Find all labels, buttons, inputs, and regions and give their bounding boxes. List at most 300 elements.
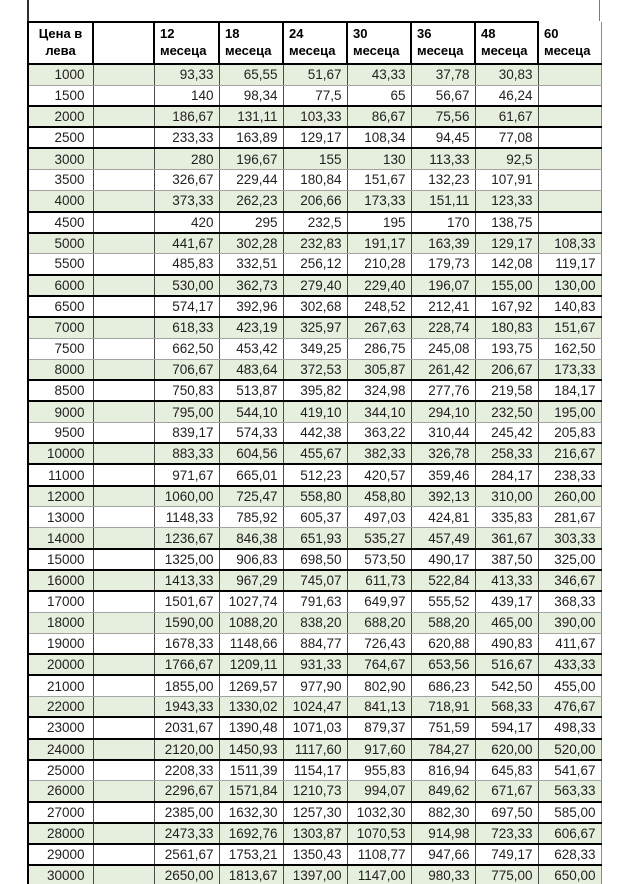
value-cell: 302,28 [219,233,283,254]
value-cell: 392,13 [411,486,475,507]
value-cell: 346,67 [538,570,601,591]
value-cell: 151,11 [411,190,475,211]
value-cell: 541,67 [538,760,601,781]
value-cell: 186,67 [154,106,219,127]
value-cell: 2561,67 [154,844,219,865]
table-row [28,464,601,485]
value-cell: 173,33 [347,190,411,211]
value-cell: 458,80 [347,486,411,507]
value-cell: 520,00 [538,739,601,760]
price-cell: 23000 [28,717,93,738]
table-row [28,528,601,549]
value-cell: 980,33 [411,865,475,884]
value-cell: 130 [347,148,411,169]
value-cell: 286,75 [347,338,411,359]
value-cell: 1766,67 [154,654,219,675]
price-cell: 21000 [28,675,93,696]
value-cell: 2385,00 [154,802,219,823]
value-cell: 795,00 [154,401,219,422]
value-cell: 363,22 [347,422,411,443]
value-cell: 129,17 [475,233,538,254]
month-header-cell-18 [219,22,283,64]
value-cell: 216,67 [538,443,601,464]
value-cell: 1511,39 [219,760,283,781]
value-cell: 205,83 [538,422,601,443]
value-cell: 131,11 [219,106,283,127]
value-cell: 56,67 [411,85,475,106]
price-cell: 13000 [28,507,93,528]
value-cell: 439,17 [475,591,538,612]
table-row [28,696,601,717]
value-cell: 43,33 [347,64,411,85]
value-cell: 1571,84 [219,781,283,802]
value-cell: 77,5 [283,85,347,106]
value-cell: 662,50 [154,338,219,359]
value-cell: 98,34 [219,85,283,106]
gap-cell [93,254,154,275]
value-cell: 30,83 [475,64,538,85]
value-cell: 163,39 [411,233,475,254]
value-cell: 2473,33 [154,823,219,844]
value-cell: 123,33 [475,190,538,211]
value-cell: 1147,00 [347,865,411,884]
price-cell: 4000 [28,190,93,211]
gap-cell [93,528,154,549]
value-cell: 1501,67 [154,591,219,612]
value-cell: 718,91 [411,696,475,717]
value-cell: 193,75 [475,338,538,359]
value-cell: 140,83 [538,296,601,317]
header-row [28,22,601,64]
value-cell [538,148,601,169]
value-cell: 914,98 [411,823,475,844]
value-cell: 267,63 [347,317,411,338]
table-row [28,549,601,570]
table-row [28,654,601,675]
table-row [28,64,601,85]
value-cell: 605,37 [283,507,347,528]
value-cell: 542,50 [475,675,538,696]
value-cell: 180,83 [475,317,538,338]
value-cell: 618,33 [154,317,219,338]
price-cell: 22000 [28,696,93,717]
gap-cell [93,802,154,823]
value-cell: 745,07 [283,570,347,591]
value-cell: 206,66 [283,190,347,211]
value-cell [538,106,601,127]
value-cell: 535,27 [347,528,411,549]
table-row [28,275,601,296]
value-cell: 573,50 [347,549,411,570]
value-cell: 261,42 [411,359,475,380]
table-row [28,781,601,802]
price-cell: 6500 [28,296,93,317]
value-cell: 325,97 [283,317,347,338]
price-cell: 5000 [28,233,93,254]
value-cell: 697,50 [475,802,538,823]
value-cell: 108,33 [538,233,601,254]
value-cell: 1148,66 [219,633,283,654]
value-cell [538,212,601,233]
value-cell: 151,67 [538,317,601,338]
value-cell: 906,83 [219,549,283,570]
value-cell: 262,23 [219,190,283,211]
value-cell: 723,33 [475,823,538,844]
table-row [28,865,601,884]
value-cell: 1325,00 [154,549,219,570]
value-cell: 245,42 [475,422,538,443]
value-cell: 1060,00 [154,486,219,507]
value-cell: 184,17 [538,380,601,401]
price-cell: 20000 [28,654,93,675]
gap-cell [93,190,154,211]
value-cell: 344,10 [347,401,411,422]
value-cell: 498,33 [538,717,601,738]
price-cell: 27000 [28,802,93,823]
price-cell: 17000 [28,591,93,612]
value-cell: 1148,33 [154,507,219,528]
table-row [28,359,601,380]
table-row [28,591,601,612]
table-row [28,169,601,190]
value-cell: 179,73 [411,254,475,275]
value-cell: 604,56 [219,443,283,464]
value-cell: 651,93 [283,528,347,549]
value-cell: 155,00 [475,275,538,296]
value-cell: 1269,57 [219,675,283,696]
price-cell: 4500 [28,212,93,233]
price-header-cell [28,22,93,64]
value-cell: 392,96 [219,296,283,317]
value-cell: 1943,33 [154,696,219,717]
month-number: 60 [544,25,559,41]
value-cell: 849,62 [411,781,475,802]
value-cell: 424,81 [411,507,475,528]
price-header-line2: лева [45,43,76,58]
value-cell: 785,92 [219,507,283,528]
gap-cell [93,106,154,127]
value-cell: 686,23 [411,675,475,696]
value-cell: 620,88 [411,633,475,654]
value-cell: 784,27 [411,739,475,760]
value-cell: 173,33 [538,359,601,380]
value-cell: 419,10 [283,401,347,422]
value-cell: 359,46 [411,464,475,485]
table-body [28,64,601,884]
value-cell: 92,5 [475,148,538,169]
value-cell: 1117,60 [283,739,347,760]
price-cell: 1000 [28,64,93,85]
table-row [28,380,601,401]
gap-cell [93,64,154,85]
table-row [28,106,601,127]
gap-header-cell [93,22,154,64]
value-cell: 775,00 [475,865,538,884]
value-cell: 563,33 [538,781,601,802]
value-cell: 2650,00 [154,865,219,884]
value-cell: 568,33 [475,696,538,717]
price-cell: 11000 [28,464,93,485]
value-cell: 650,00 [538,865,601,884]
value-cell: 1330,02 [219,696,283,717]
price-cell: 9000 [28,401,93,422]
month-number: 18 [225,26,240,42]
value-cell: 512,23 [283,464,347,485]
value-cell: 61,67 [475,106,538,127]
value-cell: 180,84 [283,169,347,190]
value-cell: 726,43 [347,633,411,654]
value-cell: 1257,30 [283,802,347,823]
value-cell: 191,17 [347,233,411,254]
value-cell: 113,33 [411,148,475,169]
value-cell: 310,44 [411,422,475,443]
table-row [28,401,601,422]
value-cell: 219,58 [475,380,538,401]
value-cell: 1032,30 [347,802,411,823]
value-cell: 65 [347,85,411,106]
table-row [28,296,601,317]
value-cell: 413,33 [475,570,538,591]
gap-cell [93,275,154,296]
value-cell: 955,83 [347,760,411,781]
value-cell: 442,38 [283,422,347,443]
table-header [28,22,601,64]
table-row [28,570,601,591]
value-cell: 305,87 [347,359,411,380]
value-cell: 372,53 [283,359,347,380]
month-unit: месеца [225,43,272,58]
price-cell: 19000 [28,633,93,654]
value-cell: 77,08 [475,127,538,148]
value-cell: 839,17 [154,422,219,443]
gap-cell [93,169,154,190]
value-cell: 279,40 [283,275,347,296]
value-cell: 281,67 [538,507,601,528]
table-row [28,422,601,443]
value-cell: 611,73 [347,570,411,591]
value-cell: 108,34 [347,127,411,148]
value-cell: 132,23 [411,169,475,190]
table-row [28,507,601,528]
gap-cell [93,359,154,380]
table-row [28,486,601,507]
gap-cell [93,612,154,633]
value-cell: 326,67 [154,169,219,190]
table-row [28,212,601,233]
price-cell: 3000 [28,148,93,169]
price-cell: 12000 [28,486,93,507]
month-header-cell-12 [154,22,219,64]
value-cell: 846,38 [219,528,283,549]
value-cell: 585,00 [538,802,601,823]
gap-cell [93,591,154,612]
month-unit: месеца [160,43,207,58]
gap-cell [93,549,154,570]
value-cell: 248,52 [347,296,411,317]
value-cell: 1855,00 [154,675,219,696]
value-cell: 750,83 [154,380,219,401]
value-cell: 764,67 [347,654,411,675]
value-cell: 138,75 [475,212,538,233]
table-row [28,844,601,865]
month-unit: месеца [481,43,528,58]
value-cell: 465,00 [475,612,538,633]
value-cell: 1236,67 [154,528,219,549]
table-row [28,254,601,275]
value-cell: 65,55 [219,64,283,85]
value-cell: 302,68 [283,296,347,317]
value-cell: 1692,76 [219,823,283,844]
gap-cell [93,401,154,422]
value-cell: 86,67 [347,106,411,127]
table-row [28,317,601,338]
table-row [28,760,601,781]
value-cell: 142,08 [475,254,538,275]
value-cell: 476,67 [538,696,601,717]
price-cell: 26000 [28,781,93,802]
table-row [28,717,601,738]
value-cell: 665,01 [219,464,283,485]
value-cell: 977,90 [283,675,347,696]
value-cell: 93,33 [154,64,219,85]
gap-cell [93,148,154,169]
value-cell: 841,13 [347,696,411,717]
table-row [28,633,601,654]
value-cell: 277,76 [411,380,475,401]
gap-cell [93,233,154,254]
value-cell: 196,67 [219,148,283,169]
value-cell: 420,57 [347,464,411,485]
gap-cell [93,296,154,317]
gap-cell [93,380,154,401]
gap-cell [93,127,154,148]
price-cell: 29000 [28,844,93,865]
value-cell: 382,33 [347,443,411,464]
value-cell: 688,20 [347,612,411,633]
value-cell: 151,67 [347,169,411,190]
value-cell: 522,84 [411,570,475,591]
month-number: 24 [289,26,304,42]
value-cell: 210,28 [347,254,411,275]
month-unit: месеца [417,43,464,58]
value-cell: 229,44 [219,169,283,190]
value-cell: 516,67 [475,654,538,675]
value-cell: 749,17 [475,844,538,865]
price-cell: 16000 [28,570,93,591]
value-cell: 931,33 [283,654,347,675]
price-cell: 3500 [28,169,93,190]
value-cell: 373,33 [154,190,219,211]
value-cell: 46,24 [475,85,538,106]
price-cell: 24000 [28,739,93,760]
value-cell: 212,41 [411,296,475,317]
gap-cell [93,739,154,760]
value-cell: 2208,33 [154,760,219,781]
value-cell: 1027,74 [219,591,283,612]
gap-cell [93,823,154,844]
value-cell: 544,10 [219,401,283,422]
value-cell: 107,91 [475,169,538,190]
value-cell: 485,83 [154,254,219,275]
month-number: 48 [481,26,496,42]
value-cell: 653,56 [411,654,475,675]
value-cell: 170 [411,212,475,233]
value-cell: 497,03 [347,507,411,528]
value-cell: 129,17 [283,127,347,148]
value-cell: 310,00 [475,486,538,507]
value-cell: 645,83 [475,760,538,781]
value-cell: 233,33 [154,127,219,148]
value-cell: 455,00 [538,675,601,696]
price-cell: 7500 [28,338,93,359]
value-cell: 387,50 [475,549,538,570]
table-row [28,148,601,169]
value-cell: 947,66 [411,844,475,865]
month-header-cell-24 [283,22,347,64]
value-cell: 349,25 [283,338,347,359]
value-cell: 994,07 [347,781,411,802]
month-number: 12 [160,26,175,42]
value-cell: 883,33 [154,443,219,464]
value-cell: 725,47 [219,486,283,507]
month-number: 36 [417,26,432,42]
value-cell: 967,29 [219,570,283,591]
value-cell [538,127,601,148]
value-cell: 423,19 [219,317,283,338]
value-cell: 606,67 [538,823,601,844]
value-cell: 258,33 [475,443,538,464]
value-cell: 390,00 [538,612,601,633]
right-border-stub [599,0,600,21]
value-cell: 163,89 [219,127,283,148]
value-cell: 228,74 [411,317,475,338]
price-cell: 28000 [28,823,93,844]
value-cell: 294,10 [411,401,475,422]
value-cell: 162,50 [538,338,601,359]
gap-cell [93,570,154,591]
value-cell: 791,63 [283,591,347,612]
value-cell: 917,60 [347,739,411,760]
gap-cell [93,486,154,507]
value-cell: 295 [219,212,283,233]
value-cell: 588,20 [411,612,475,633]
value-cell: 1413,33 [154,570,219,591]
value-cell: 513,87 [219,380,283,401]
value-cell: 706,67 [154,359,219,380]
value-cell: 2296,67 [154,781,219,802]
price-cell: 25000 [28,760,93,781]
price-cell: 2500 [28,127,93,148]
value-cell [538,64,601,85]
month-header-cell-30 [347,22,411,64]
month-header-cell-36 [411,22,475,64]
value-cell: 1088,20 [219,612,283,633]
value-cell: 555,52 [411,591,475,612]
price-cell: 10000 [28,443,93,464]
value-cell: 103,33 [283,106,347,127]
gap-cell [93,464,154,485]
value-cell: 51,67 [283,64,347,85]
value-cell: 1350,43 [283,844,347,865]
gap-cell [93,338,154,359]
value-cell: 594,17 [475,717,538,738]
value-cell: 2031,67 [154,717,219,738]
value-cell: 751,59 [411,717,475,738]
gap-cell [93,844,154,865]
value-cell [538,85,601,106]
value-cell: 620,00 [475,739,538,760]
value-cell: 671,67 [475,781,538,802]
